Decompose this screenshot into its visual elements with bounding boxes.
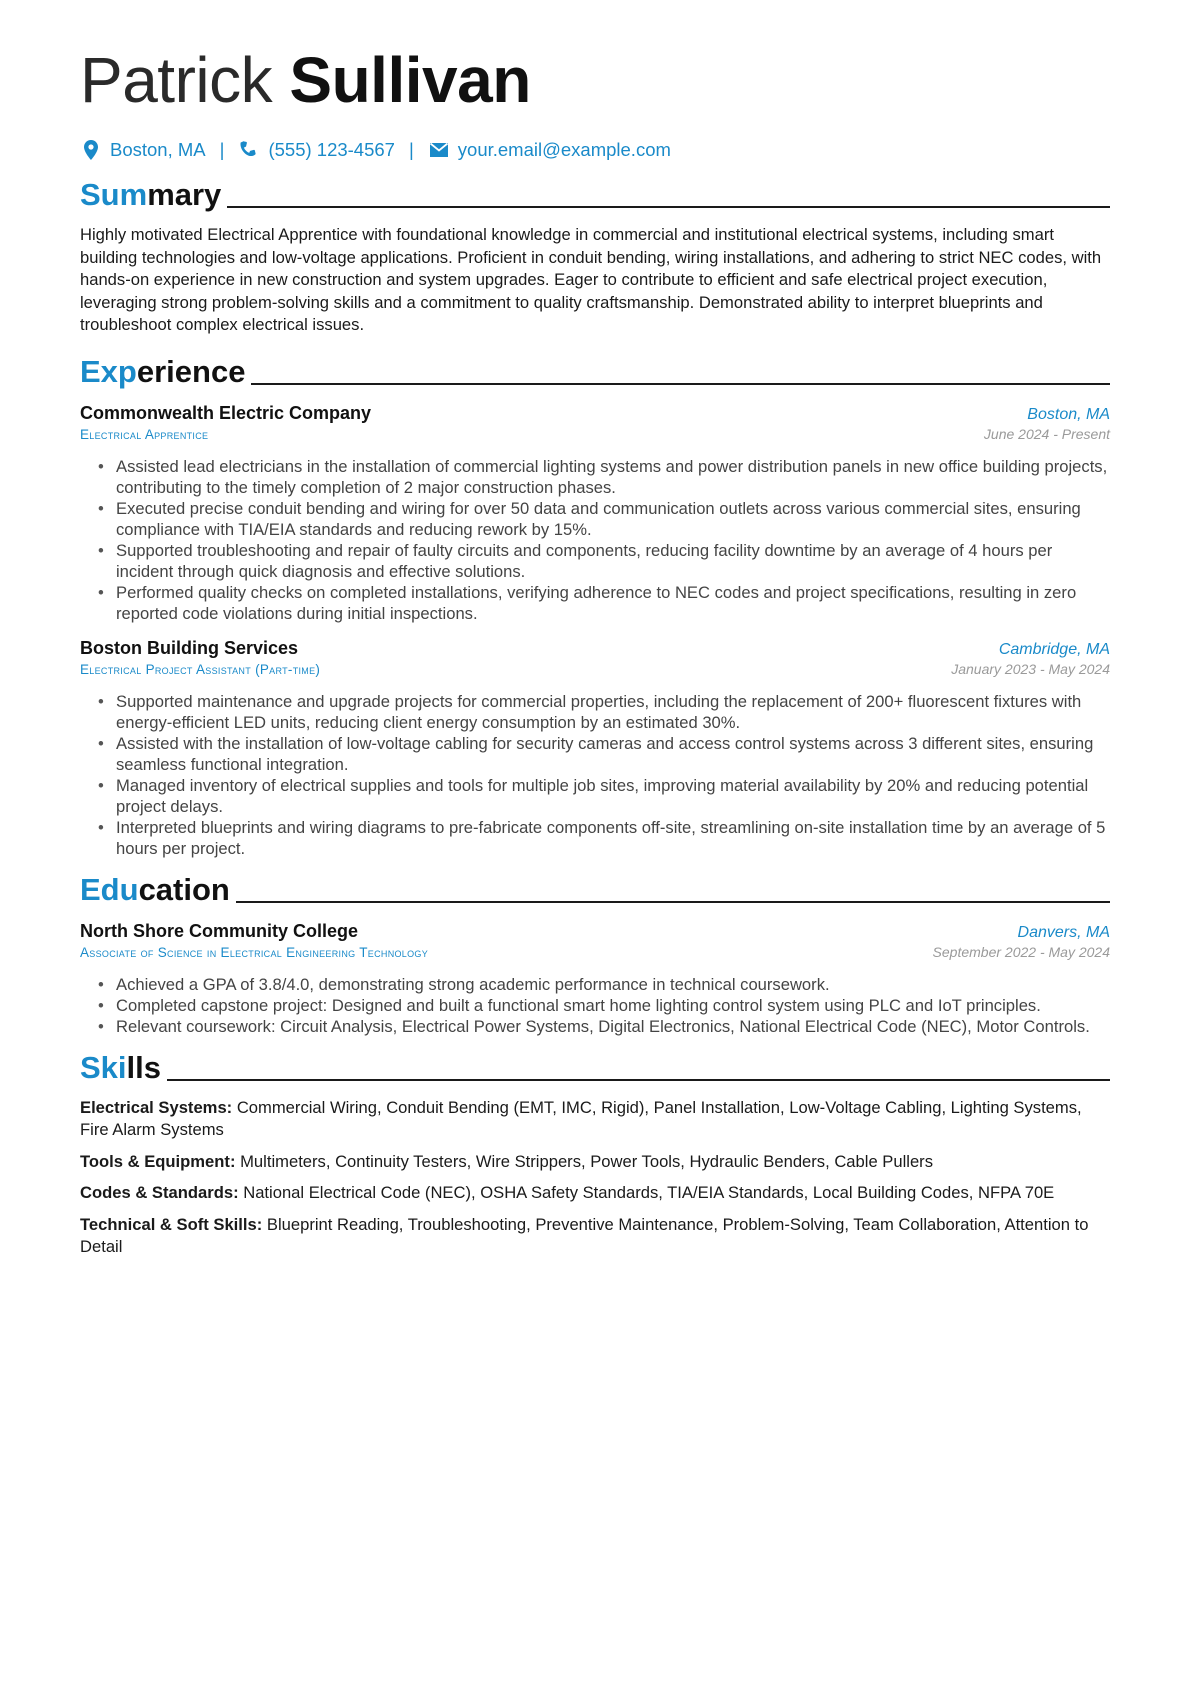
education-entry [80, 921, 1110, 1037]
summary-heading [80, 174, 1110, 214]
entry-dates: June 2024 - Present [983, 425, 1110, 442]
skills-list [80, 1097, 1110, 1259]
school-name: North Shore Community College [80, 920, 359, 941]
skill-category: Tools & Equipment: [80, 1151, 236, 1171]
employer-name: Boston Building Services [80, 637, 299, 658]
skill-values: National Electrical Code (NEC), OSHA Safety Standards, TIA/EIA Standards, Local Building Codes, NFPA 70E [243, 1183, 1055, 1202]
last-name: Sullivan [289, 44, 531, 116]
skill-row [80, 1151, 1110, 1174]
contact-location [80, 139, 206, 161]
entry-location: Danvers, MA [1017, 923, 1110, 941]
experience-entry [80, 403, 1110, 624]
section-title: Experience [80, 353, 246, 389]
section-title: Summary [80, 177, 222, 212]
contact-bar [80, 136, 1110, 164]
bullet-item: • Interpreted blueprints and wiring diagrams to pre-fabricate components off-site, streamlining on-site installation time by an average of 5 hours per project. [98, 817, 1110, 859]
skill-row [80, 1097, 1110, 1142]
contact-email[interactable] [428, 139, 671, 161]
bullet-list [80, 974, 1110, 1037]
bullet-list [80, 456, 1110, 624]
section-title: Education [80, 871, 230, 907]
job-title: Electrical Apprentice [80, 426, 209, 442]
skill-values: Multimeters, Continuity Testers, Wire Strippers, Power Tools, Hydraulic Benders, Cable Pullers [240, 1151, 934, 1171]
contact-separator: | [219, 139, 225, 160]
skill-category: Technical & Soft Skills: [80, 1214, 263, 1234]
job-title: Electrical Project Assistant (Part-time) [80, 661, 321, 677]
phone-text: (555) 123-4567 [268, 139, 395, 160]
bullet-item: • Assisted lead electricians in the installation of commercial lighting systems and power distribution panels in new office building projects, contributing to the timely completion of 2 major construction phases. [98, 456, 1110, 498]
skills-heading [80, 1047, 1110, 1087]
location-text: Boston, MA [110, 139, 206, 160]
entry-dates: January 2023 - May 2024 [951, 660, 1110, 677]
experience-heading [80, 351, 1110, 391]
entry-dates: September 2022 - May 2024 [932, 943, 1110, 960]
education-heading [80, 869, 1110, 909]
bullet-item: • Performed quality checks on completed installations, verifying adherence to NEC codes and project specifications, resulting in zero reported code violations during initial inspections. [98, 582, 1110, 624]
skill-category: Codes & Standards: [80, 1183, 239, 1202]
contact-phone[interactable] [238, 139, 395, 161]
section-divider [251, 383, 1110, 385]
summary-paragraph: Highly motivated Electrical Apprentice with foundational knowledge in commercial and institutional electrical systems, including smart building technologies and low-voltage applications. Proficient in conduit bending, wiring installations, and adhering to strict NEC codes, with hands-on experience in new construction and system upgrades. Eager to contribute to efficient and safe electrical project execution, leveraging strong problem-solving skills and a commitment to quality craftsmanship. Demonstrated ability to interpret blueprints and troubleshoot complex electrical issues. [80, 225, 1102, 334]
entry-location: Cambridge, MA [998, 640, 1110, 658]
bullet-item: • Completed capstone project: Designed and built a functional smart home lighting control system using PLC and IoT principles. [98, 995, 1110, 1016]
bullet-list [80, 691, 1110, 859]
section-divider [227, 206, 1110, 208]
degree-title: Associate of Science in Electrical Engineering Technology [80, 944, 428, 960]
skill-values: Commercial Wiring, Conduit Bending (EMT, IMC, Rigid), Panel Installation, Low-Voltage Cabling, Lighting Systems, Fire Alarm Systems [80, 1097, 1082, 1139]
phone-icon [238, 139, 260, 161]
candidate-name [80, 38, 1110, 122]
section-divider [236, 901, 1110, 903]
section-divider [167, 1079, 1110, 1081]
bullet-item: • Relevant coursework: Circuit Analysis, Electrical Power Systems, Digital Electronics, National Electrical Code (NEC), Motor Controls. [98, 1016, 1110, 1037]
skill-values: Blueprint Reading, Troubleshooting, Preventive Maintenance, Problem-Solving, Team Collaboration, Attention to Detail [80, 1214, 1089, 1256]
bullet-item: • Achieved a GPA of 3.8/4.0, demonstrating strong academic performance in technical coursework. [98, 974, 1110, 995]
map-marker-icon [80, 139, 102, 161]
email-link: your.email@example.com [457, 139, 671, 160]
first-name: Patrick [80, 44, 273, 116]
contact-separator: | [408, 139, 414, 160]
bullet-item: • Supported troubleshooting and repair of faulty circuits and components, reducing facility downtime by an average of 4 hours per incident through quick diagnosis and effective solutions. [98, 540, 1110, 582]
bullet-item: • Assisted with the installation of low-voltage cabling for security cameras and access control systems across 3 different sites, ensuring seamless functional integration. [98, 733, 1110, 775]
experience-entry [80, 638, 1110, 859]
envelope-icon [428, 139, 450, 161]
bullet-item: • Managed inventory of electrical supplies and tools for multiple job sites, improving material availability by 20% and reducing potential project delays. [98, 775, 1110, 817]
skill-row [80, 1214, 1110, 1259]
skill-row [80, 1182, 1110, 1205]
section-title: Skills [80, 1049, 161, 1085]
entry-location: Boston, MA [1027, 405, 1110, 423]
skill-category: Electrical Systems: [80, 1097, 233, 1117]
employer-name: Commonwealth Electric Company [80, 402, 372, 423]
bullet-item: • Executed precise conduit bending and wiring for over 50 data and communication outlets across various commercial sites, ensuring compliance with TIA/EIA standards and reducing rework by 15%. [98, 498, 1110, 540]
bullet-item: • Supported maintenance and upgrade projects for commercial properties, including the replacement of 200+ fluorescent fixtures with energy-efficient LED units, reducing client energy consumption by an estimated 30%. [98, 691, 1110, 733]
